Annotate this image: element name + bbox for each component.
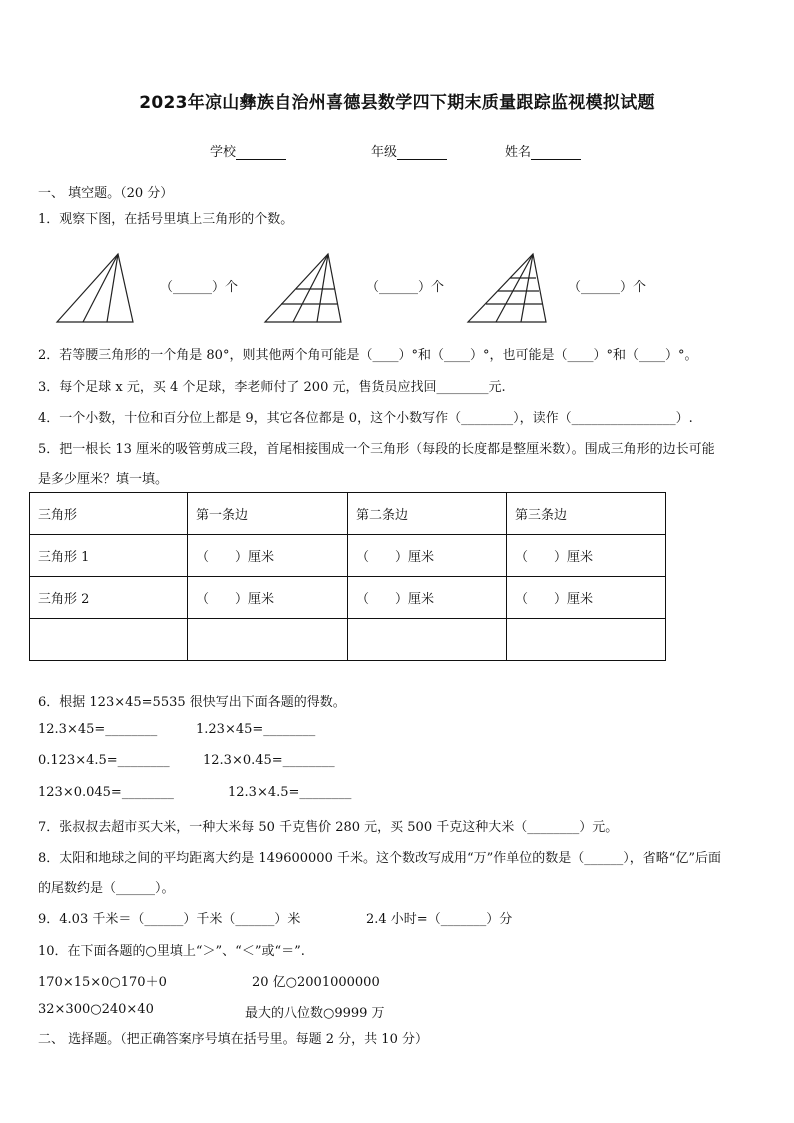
q6-text: 6．根据 123×45=5535 很快写出下面各题的得数。	[38, 695, 346, 710]
q1-answer-2[interactable]: （______）个	[366, 280, 445, 295]
table-cell-answer[interactable]: （ ）厘米	[188, 577, 348, 619]
table-cell-answer[interactable]: （ ）厘米	[188, 535, 348, 577]
table-header-cell: 三角形	[30, 493, 188, 535]
section2-header: 二、 选择题。（把正确答案序号填在括号里。每题 2 分，共 10 分）	[38, 1032, 428, 1047]
q9-part2: 2.4 小时=（_______）分	[366, 912, 513, 927]
grade-field[interactable]	[371, 141, 447, 160]
q5-text-line2: 是多少厘米？填一填。	[38, 472, 169, 487]
q10-item[interactable]: 最大的八位数○9999 万	[245, 1006, 385, 1021]
q6-item[interactable]: 12.3×45=________	[38, 722, 158, 737]
q1-answer-3[interactable]: （______）个	[568, 280, 647, 295]
q1-answer-1[interactable]: （______）个	[160, 280, 239, 295]
grade-label: 年级	[371, 145, 398, 160]
q10-item[interactable]: 32×300○240×40	[38, 1002, 154, 1017]
q10-text: 10．在下面各题的○里填上“＞”、“＜”或“＝”.	[38, 944, 305, 959]
table-cell: 三角形 2	[30, 577, 188, 619]
triangle-figure-1	[55, 252, 135, 326]
q6-item[interactable]: 0.123×4.5=________	[38, 753, 170, 768]
q5-text-line1: 5．把一根长 13 厘米的吸管剪成三段，首尾相接围成一个三角形（每段的长度都是整厘米数）。围成三角形的边长可能	[38, 442, 715, 457]
table-cell-empty[interactable]	[348, 619, 507, 661]
triangle-figure-3	[466, 252, 550, 326]
q1-text: 1．观察下图，在括号里填上三角形的个数。	[38, 212, 294, 227]
table-row	[30, 619, 666, 661]
table-cell-answer[interactable]: （ ）厘米	[507, 577, 666, 619]
q9-part1: 9．4.03 千米＝（______）千米（______）米	[38, 912, 301, 927]
table-row	[30, 535, 666, 577]
section1-header: 一、 填空题。（20 分）	[38, 186, 174, 201]
q10-item[interactable]: 20 亿○2001000000	[252, 975, 380, 990]
table-header-cell: 第二条边	[348, 493, 507, 535]
q6-item[interactable]: 12.3×4.5=________	[228, 785, 352, 800]
table-cell-answer[interactable]: （ ）厘米	[348, 535, 507, 577]
q5-table	[29, 492, 666, 661]
page-title: 2023年凉山彝族自治州喜德县数学四下期末质量跟踪监视模拟试题	[139, 93, 655, 113]
name-label: 姓名	[505, 145, 532, 160]
name-blank[interactable]	[531, 145, 581, 160]
table-cell-empty[interactable]	[30, 619, 188, 661]
q6-item[interactable]: 123×0.045=________	[38, 785, 174, 800]
school-label: 学校	[210, 145, 237, 160]
q2-text: 2．若等腰三角形的一个角是 80°，则其他两个角可能是（____）°和（____）°，也可能是（____）°和（____）°。	[38, 348, 698, 363]
grade-blank[interactable]	[397, 145, 447, 160]
table-cell: 三角形 1	[30, 535, 188, 577]
table-header-cell: 第三条边	[507, 493, 666, 535]
name-field[interactable]	[505, 141, 581, 160]
table-header-row	[30, 493, 666, 535]
q7-text: 7．张叔叔去超市买大米，一种大米每 50 千克售价 280 元，买 500 千克这种大米（________）元。	[38, 820, 619, 835]
triangle-figure-2	[263, 252, 345, 326]
q3-text: 3．每个足球 x 元，买 4 个足球，李老师付了 200 元，售货员应找回________元.	[38, 380, 506, 395]
table-row	[30, 577, 666, 619]
table-cell-answer[interactable]: （ ）厘米	[348, 577, 507, 619]
q10-item[interactable]: 170×15×0○170＋0	[38, 975, 167, 990]
table-header-cell: 第一条边	[188, 493, 348, 535]
school-blank[interactable]	[236, 145, 286, 160]
q8-text-line1: 8．太阳和地球之间的平均距离大约是 149600000 千米。这个数改写成用“万”作单位的数是（______），省略“亿”后面	[38, 851, 722, 866]
q8-text-line2: 的尾数约是（______）。	[38, 881, 175, 896]
school-field[interactable]	[210, 141, 286, 160]
q6-item[interactable]: 12.3×0.45=________	[203, 753, 335, 768]
q6-item[interactable]: 1.23×45=________	[196, 722, 316, 737]
q4-text: 4．一个小数，十位和百分位上都是 9，其它各位都是 0，这个小数写作（________），读作（________________）.	[38, 411, 693, 426]
table-cell-empty[interactable]	[188, 619, 348, 661]
table-cell-answer[interactable]: （ ）厘米	[507, 535, 666, 577]
table-cell-empty[interactable]	[507, 619, 666, 661]
